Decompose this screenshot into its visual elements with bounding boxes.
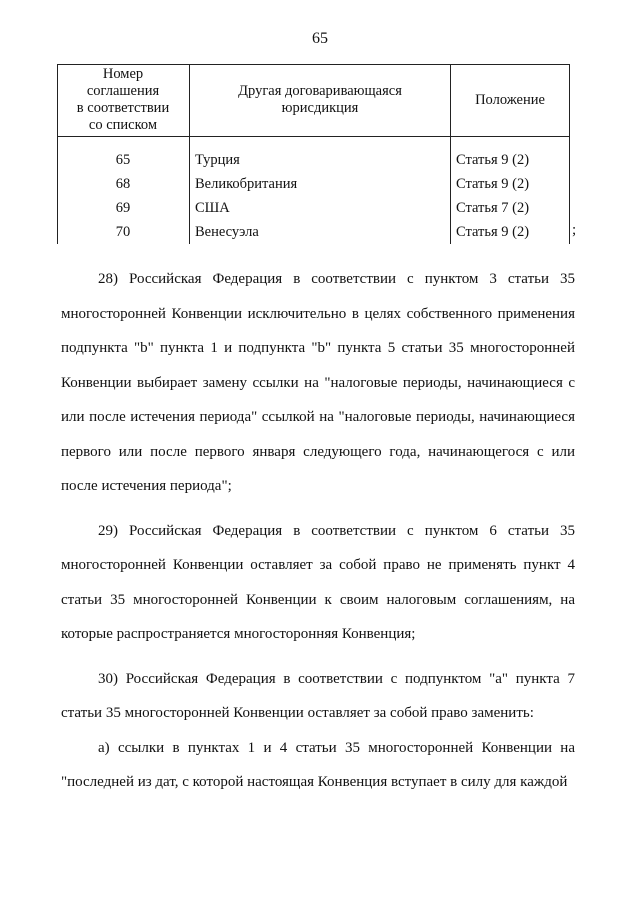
header-jurisdiction xyxy=(190,64,450,136)
header-number-line: в соответствии xyxy=(76,100,170,116)
table-header-divider xyxy=(57,136,570,137)
row-provision: Статья 9 (2) xyxy=(456,176,530,192)
row-number: 69 xyxy=(115,200,131,216)
header-number-line: со списком xyxy=(88,117,158,133)
header-agreement-number xyxy=(57,64,189,136)
paragraph-30: 30) Российская Федерация в соответствии с подпунктом "a" пункта 7 статьи 35 многосторонней Конвенции оставляет за собой право заменить: xyxy=(61,670,575,721)
table-row xyxy=(57,196,570,220)
row-jurisdiction: Турция xyxy=(195,152,240,168)
provisions-table xyxy=(57,64,570,244)
page-number: 65 xyxy=(312,30,328,47)
header-number-line: Номер xyxy=(102,66,144,82)
row-jurisdiction: Венесуэла xyxy=(195,224,259,240)
header-provision xyxy=(451,64,569,136)
paragraph-29: 29) Российская Федерация в соответствии с пунктом 6 статьи 35 многосторонней Конвенции оставляет за собой право не применять пункт 4 статьи 35 многосторонней Конвенции к своим налоговым соглашениям, на которые распространяется многосторонняя Конвенция; xyxy=(61,522,575,642)
row-provision: Статья 7 (2) xyxy=(456,200,530,216)
row-number: 65 xyxy=(115,152,131,168)
table-row xyxy=(57,172,570,196)
paragraph-28: 28) Российская Федерация в соответствии с пунктом 3 статьи 35 многосторонней Конвенции исключительно в целях собственного применения подпункта "b" пункта 1 и подпункта "b" пункта 5 статьи 35 многосторонней Конвенции выбирает замену ссылки на "налоговые периоды, начинающиеся с или после истечения периода" ссылкой на "налоговые периоды, начинающиеся первого или после первого января следующего года, начинающегося с или после истечения периода"; xyxy=(61,271,575,494)
header-jurisdiction-line: Другая договаривающаяся xyxy=(238,83,402,99)
table-row xyxy=(57,148,570,172)
row-number: 70 xyxy=(115,224,131,240)
row-provision: Статья 9 (2) xyxy=(456,224,530,240)
header-provision-label: Положение xyxy=(475,91,545,108)
table-row xyxy=(57,220,570,244)
row-jurisdiction: Великобритания xyxy=(195,176,298,192)
header-jurisdiction-line: юрисдикция xyxy=(281,100,359,116)
row-number: 68 xyxy=(115,176,131,192)
row-provision: Статья 9 (2) xyxy=(456,152,530,168)
header-number-line: соглашения xyxy=(86,83,160,99)
paragraph-30a: а) ссылки в пунктах 1 и 4 статьи 35 многосторонней Конвенции на "последней из дат, с которой настоящая Конвенция вступает в силу для каждой xyxy=(61,739,575,790)
row-jurisdiction: США xyxy=(195,200,230,216)
document-body xyxy=(61,262,575,800)
table-end-semicolon: ; xyxy=(572,222,577,238)
